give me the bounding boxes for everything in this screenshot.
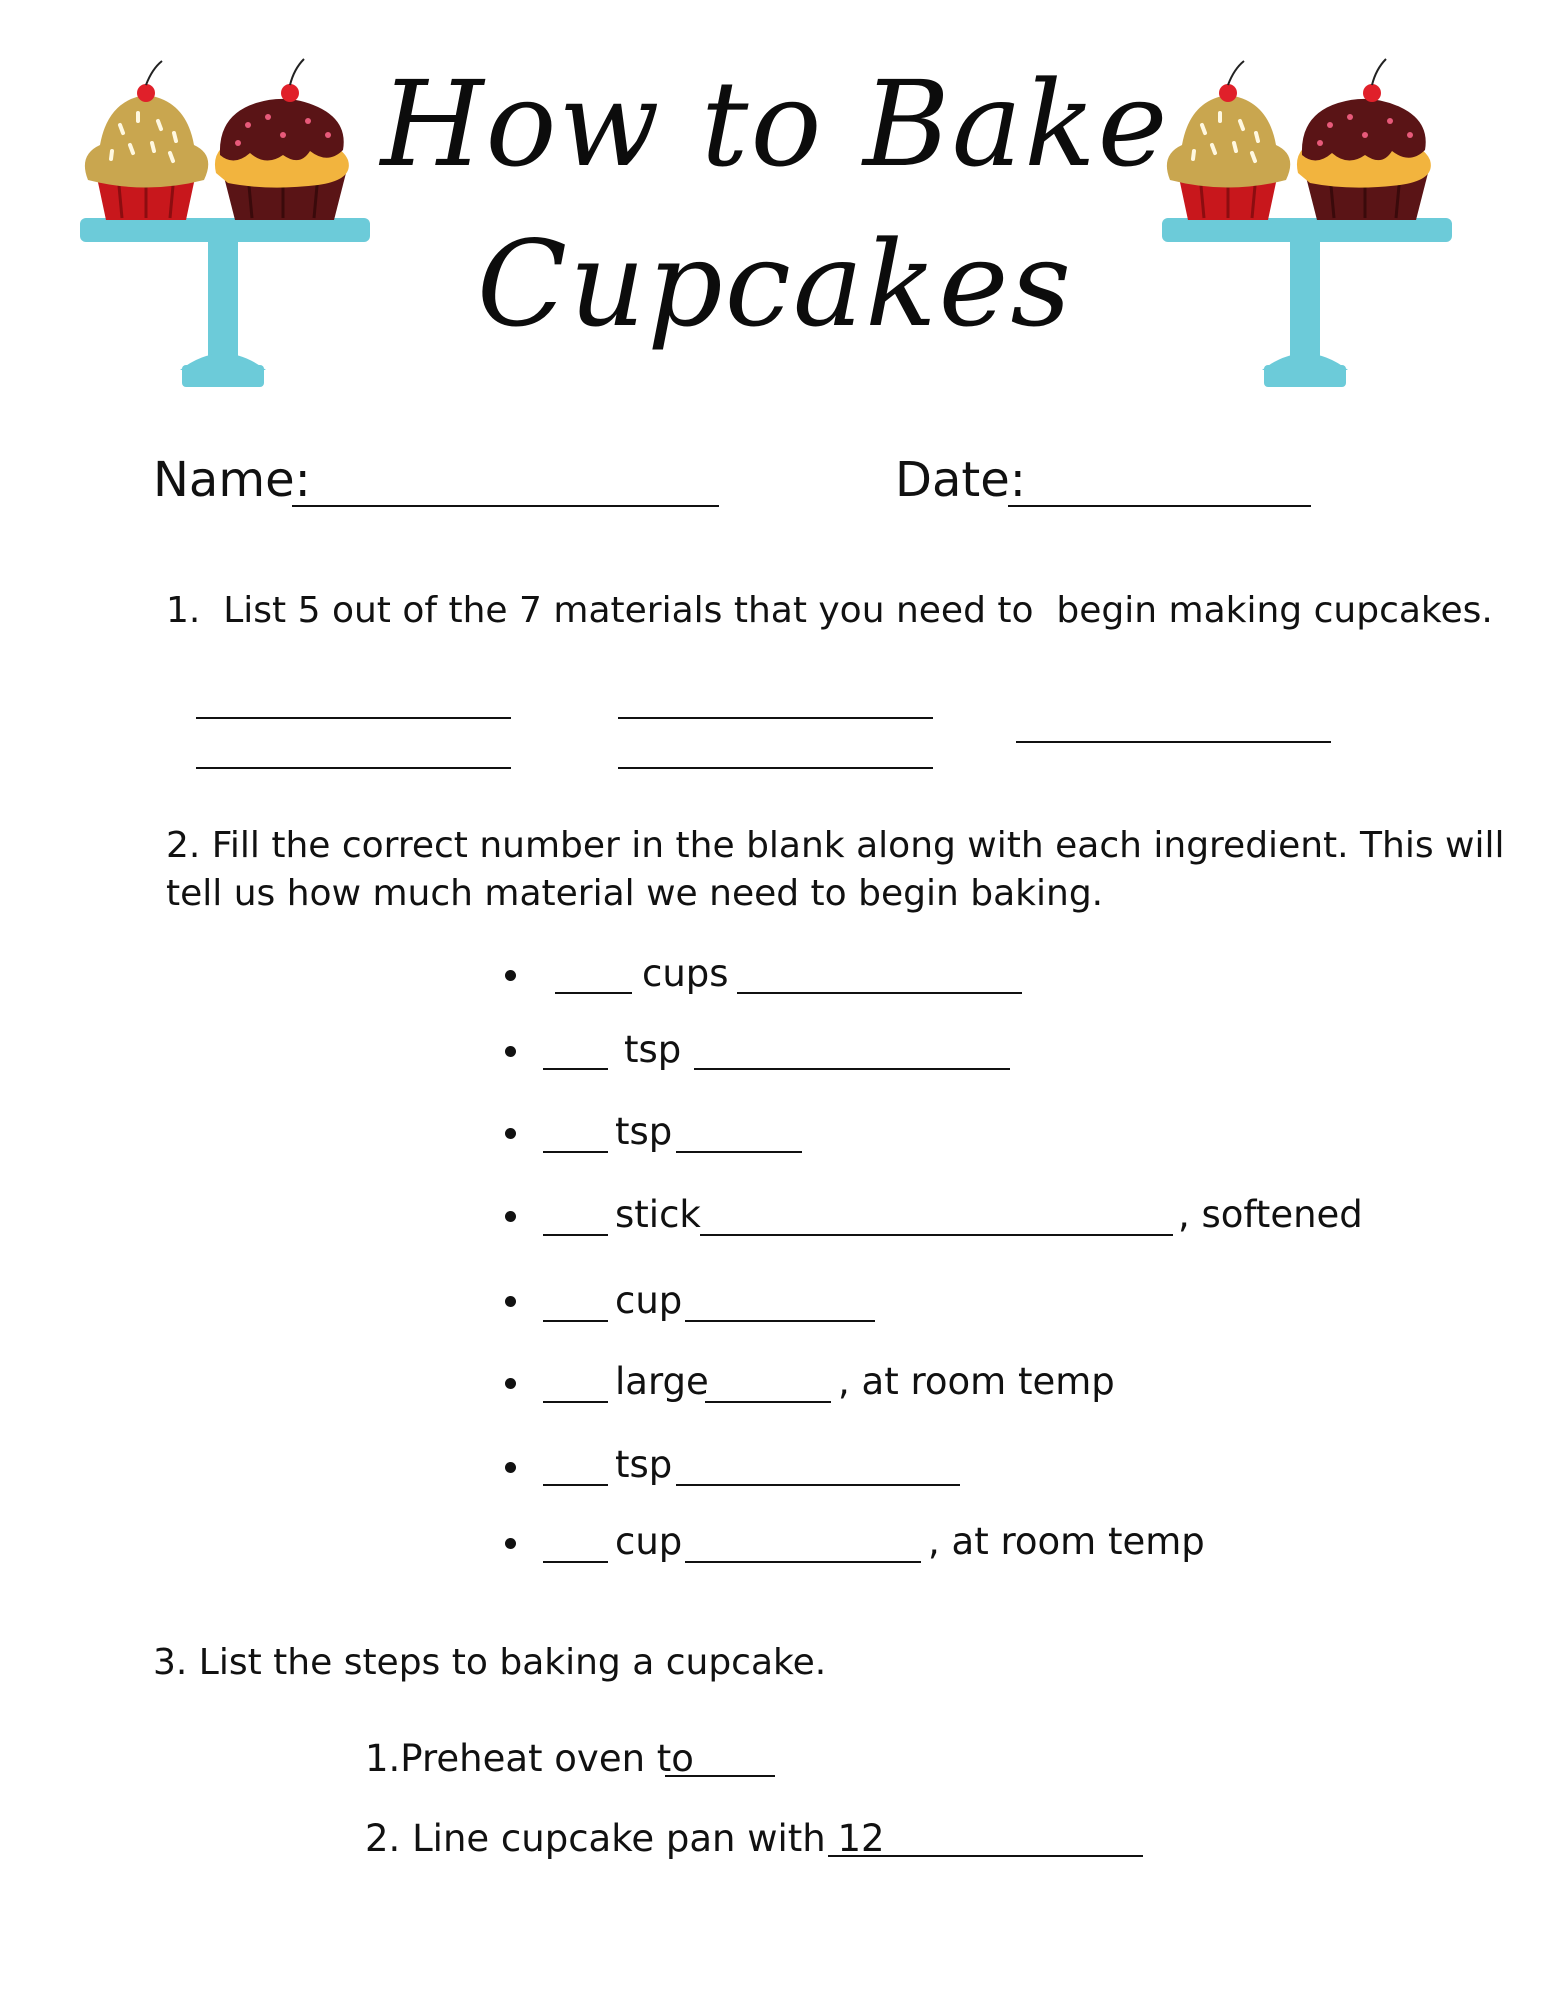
ingredient-suffix: , softened xyxy=(1178,1193,1363,1236)
amount-blank[interactable] xyxy=(543,1068,608,1070)
ingredient-unit: cup xyxy=(615,1279,683,1322)
bullet-icon xyxy=(505,1211,516,1222)
bullet-icon xyxy=(505,970,516,981)
ingredient-blank[interactable] xyxy=(705,1401,831,1403)
step-2: 2. Line cupcake pan with 12 xyxy=(365,1817,885,1860)
question-2-line-2: tell us how much material we need to begin baking. xyxy=(166,873,1104,914)
ingredient-unit: tsp xyxy=(615,1443,673,1486)
material-blank[interactable] xyxy=(618,767,933,769)
date-blank[interactable] xyxy=(1008,505,1311,507)
ingredient-unit: cups xyxy=(642,952,729,995)
bullet-icon xyxy=(505,1538,516,1549)
step-1: 1.Preheat oven to xyxy=(365,1737,694,1780)
ingredient-blank[interactable] xyxy=(676,1484,960,1486)
question-2-line-1: 2. Fill the correct number in the blank along with each ingredient. This will xyxy=(166,825,1505,866)
ingredient-unit: cup xyxy=(615,1520,683,1563)
material-blank[interactable] xyxy=(196,717,511,719)
bullet-icon xyxy=(505,1128,516,1139)
name-label: Name: xyxy=(153,452,311,508)
ingredient-unit: tsp xyxy=(624,1028,682,1071)
material-blank[interactable] xyxy=(618,717,933,719)
ingredient-blank[interactable] xyxy=(694,1068,1010,1070)
ingredient-blank[interactable] xyxy=(676,1151,802,1153)
ingredient-blank[interactable] xyxy=(685,1561,921,1563)
material-blank[interactable] xyxy=(196,767,511,769)
question-3: 3. List the steps to baking a cupcake. xyxy=(153,1642,827,1683)
date-label: Date: xyxy=(895,452,1026,508)
material-blank[interactable] xyxy=(1016,741,1331,743)
bullet-icon xyxy=(505,1462,516,1473)
question-1: 1. List 5 out of the 7 materials that you need to begin making cupcakes. xyxy=(166,590,1493,631)
ingredient-suffix: , at room temp xyxy=(838,1360,1115,1403)
bullet-icon xyxy=(505,1296,516,1307)
name-blank[interactable] xyxy=(292,505,719,507)
bullet-icon xyxy=(505,1046,516,1057)
cupcake-stand-right-icon xyxy=(1160,55,1460,395)
ingredient-blank[interactable] xyxy=(685,1320,875,1322)
amount-blank[interactable] xyxy=(543,1151,608,1153)
amount-blank[interactable] xyxy=(543,1234,608,1236)
amount-blank[interactable] xyxy=(543,1484,608,1486)
step-2-blank[interactable] xyxy=(828,1855,1143,1857)
amount-blank[interactable] xyxy=(555,992,632,994)
cupcake-stand-left-icon xyxy=(78,55,378,395)
amount-blank[interactable] xyxy=(543,1320,608,1322)
step-1-blank[interactable] xyxy=(665,1775,775,1777)
ingredient-suffix: , at room temp xyxy=(928,1520,1205,1563)
ingredient-blank[interactable] xyxy=(700,1234,1173,1236)
bullet-icon xyxy=(505,1378,516,1389)
amount-blank[interactable] xyxy=(543,1401,608,1403)
title-line-2: Cupcakes xyxy=(476,215,1074,353)
ingredient-unit: stick xyxy=(615,1193,701,1236)
ingredient-blank[interactable] xyxy=(737,992,1022,994)
amount-blank[interactable] xyxy=(543,1561,608,1563)
title-line-1: How to Bake xyxy=(380,55,1170,193)
ingredient-unit: tsp xyxy=(615,1110,673,1153)
ingredient-unit: large xyxy=(615,1360,709,1403)
